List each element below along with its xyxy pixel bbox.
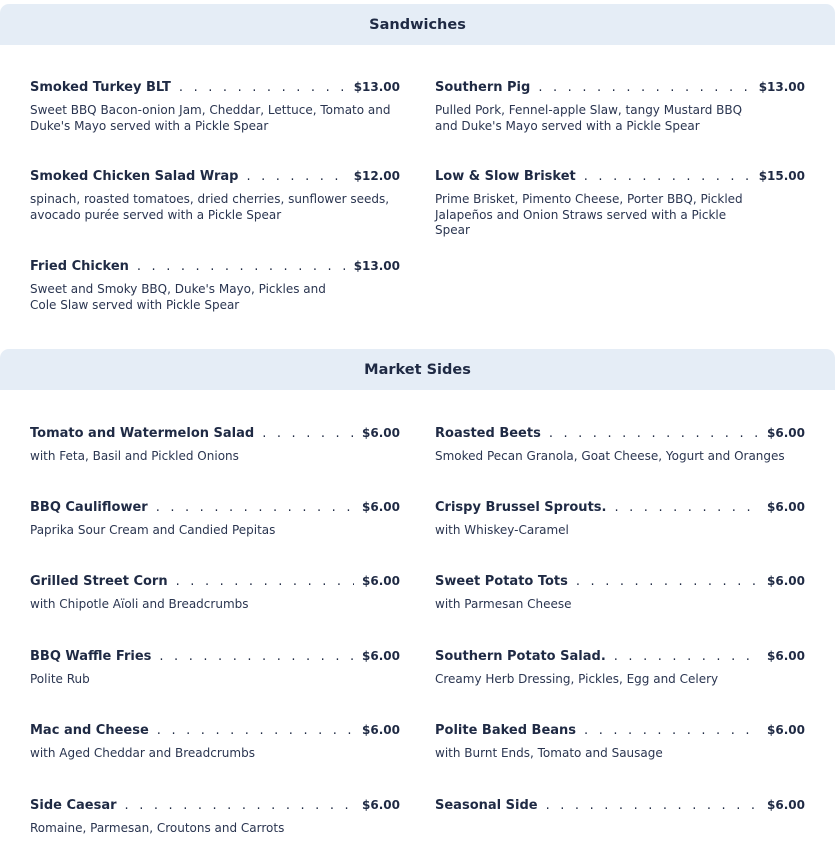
section-title: Sandwiches [369, 16, 466, 33]
item-name: Smoked Turkey BLT [30, 80, 171, 95]
menu-item [435, 426, 805, 465]
item-price: $6.00 [362, 649, 400, 663]
section-header-sandwiches [0, 4, 835, 45]
dot-leader [584, 169, 751, 184]
section-title: Market Sides [364, 361, 471, 378]
menu-item [30, 80, 400, 134]
menu-item [30, 649, 400, 688]
item-name: Grilled Street Corn [30, 574, 168, 589]
dot-leader [576, 574, 759, 589]
item-name: BBQ Waffle Fries [30, 649, 152, 664]
item-name: Fried Chicken [30, 259, 129, 274]
menu-item [30, 169, 400, 223]
menu-item [30, 426, 400, 465]
item-price: $6.00 [362, 426, 400, 440]
menu-item [435, 169, 805, 239]
item-price: $13.00 [353, 259, 400, 273]
item-price: $6.00 [362, 723, 400, 737]
dot-leader [176, 574, 354, 589]
item-name: Mac and Cheese [30, 723, 149, 738]
item-description: spinach, roasted tomatoes, dried cherries, sunflower seeds, avocado purée served with a Pickle Spear [30, 192, 390, 222]
item-name: Southern Potato Salad. [435, 649, 606, 664]
dot-leader [157, 723, 354, 738]
item-price: $15.00 [758, 169, 805, 183]
item-description: with Aged Cheddar and Breadcrumbs [30, 746, 255, 760]
item-name: BBQ Cauliflower [30, 500, 148, 515]
item-name: Roasted Beets [435, 426, 541, 441]
item-price: $13.00 [758, 80, 805, 94]
item-name: Tomato and Watermelon Salad [30, 426, 255, 441]
item-name: Polite Baked Beans [435, 723, 577, 738]
item-price: $6.00 [362, 574, 400, 588]
dot-leader [538, 80, 750, 95]
item-description: Polite Rub [30, 672, 90, 686]
menu-item [30, 259, 400, 313]
item-price: $6.00 [767, 574, 805, 588]
item-price: $6.00 [767, 500, 805, 514]
dot-leader [179, 80, 346, 95]
dot-leader [246, 169, 345, 184]
dot-leader [584, 723, 759, 738]
item-price: $12.00 [353, 169, 400, 183]
item-price: $6.00 [362, 500, 400, 514]
item-description: Sweet and Smoky BBQ, Duke's Mayo, Pickles and Cole Slaw served with Pickle Spear [30, 282, 326, 312]
item-description: with Parmesan Cheese [435, 597, 572, 611]
item-name: Crispy Brussel Sprouts. [435, 500, 607, 515]
item-name: Side Caesar [30, 798, 117, 813]
dot-leader [159, 649, 354, 664]
menu-item [435, 798, 805, 815]
item-description: Prime Brisket, Pimento Cheese, Porter BBQ, Pickled Jalapeños and Onion Straws served with a Pickle Spear [435, 192, 743, 237]
menu-item [435, 80, 805, 134]
item-name: Low & Slow Brisket [435, 169, 576, 184]
menu-item [30, 798, 400, 837]
dot-leader [546, 798, 759, 813]
item-description: with Burnt Ends, Tomato and Sausage [435, 746, 663, 760]
item-name: Smoked Chicken Salad Wrap [30, 169, 239, 184]
menu-item [435, 723, 805, 762]
item-description: with Chipotle Aïoli and Breadcrumbs [30, 597, 249, 611]
item-description: Pulled Pork, Fennel-apple Slaw, tangy Mustard BBQ and Duke's Mayo served with a Pickle Spear [435, 103, 743, 133]
item-description: with Feta, Basil and Pickled Onions [30, 449, 239, 463]
item-description: with Whiskey-Caramel [435, 523, 569, 537]
item-price: $6.00 [767, 649, 805, 663]
item-price: $6.00 [767, 798, 805, 812]
dot-leader [614, 500, 759, 515]
item-description: Paprika Sour Cream and Candied Pepitas [30, 523, 276, 537]
dot-leader [549, 426, 759, 441]
menu-item [30, 723, 400, 762]
dot-leader [614, 649, 759, 664]
item-description: Sweet BBQ Bacon-onion Jam, Cheddar, Lettuce, Tomato and Duke's Mayo served with a Pickle Spear [30, 103, 391, 133]
item-description: Romaine, Parmesan, Croutons and Carrots [30, 821, 285, 835]
menu-item [30, 574, 400, 613]
item-price: $6.00 [767, 723, 805, 737]
dot-leader [156, 500, 354, 515]
dot-leader [137, 259, 346, 274]
item-price: $6.00 [362, 798, 400, 812]
menu-item [30, 500, 400, 539]
menu-item [435, 574, 805, 613]
item-name: Southern Pig [435, 80, 531, 95]
menu-item [435, 500, 805, 539]
item-name: Sweet Potato Tots [435, 574, 568, 589]
section-header-market-sides [0, 349, 835, 390]
item-description: Creamy Herb Dressing, Pickles, Egg and Celery [435, 672, 719, 686]
item-price: $6.00 [767, 426, 805, 440]
item-description: Smoked Pecan Granola, Goat Cheese, Yogurt and Oranges [435, 449, 785, 463]
dot-leader [262, 426, 354, 441]
item-name: Seasonal Side [435, 798, 538, 813]
item-price: $13.00 [353, 80, 400, 94]
dot-leader [125, 798, 355, 813]
menu-item [435, 649, 805, 688]
